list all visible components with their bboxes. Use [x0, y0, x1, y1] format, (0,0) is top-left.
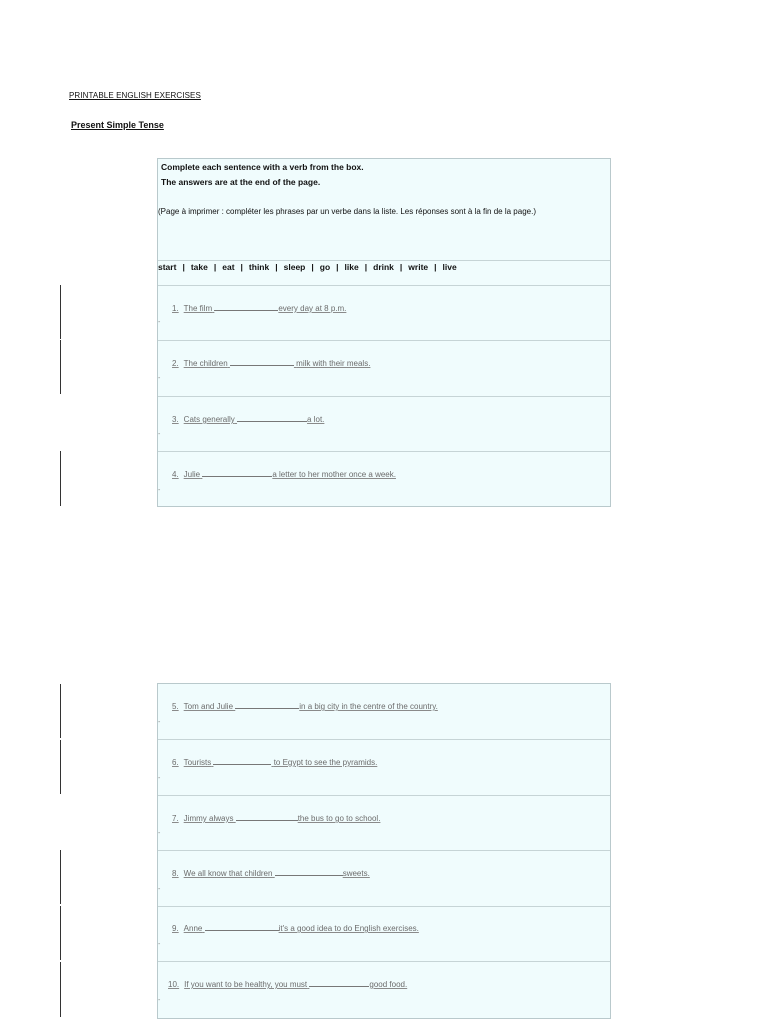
verb: eat	[222, 262, 235, 272]
section-title: Present Simple Tense	[71, 120, 164, 130]
verb: live	[442, 262, 457, 272]
divider	[158, 739, 610, 740]
verb: start	[158, 262, 177, 272]
margin-bar	[60, 451, 61, 506]
divider	[158, 961, 610, 962]
instruction-line-2: The answers are at the end of the page.	[161, 177, 321, 187]
french-note: (Page à imprimer : compléter les phrases par un verbe dans la liste. Les réponses sont à la fin de la page.)	[158, 207, 536, 216]
margin-bar	[60, 850, 61, 904]
answer-blank[interactable]	[230, 357, 294, 366]
answer-blank[interactable]	[213, 756, 271, 765]
divider	[158, 260, 610, 261]
question-8: 8. We all know that children sweets.	[172, 869, 370, 878]
divider	[158, 285, 610, 286]
divider	[158, 906, 610, 907]
answer-blank[interactable]	[237, 413, 307, 422]
margin-bar	[60, 285, 61, 339]
verb: think	[248, 262, 270, 272]
question-5: 5. Tom and Julie in a big city in the centre of the country.	[172, 702, 438, 711]
divider	[158, 396, 610, 397]
exercise-box-1: Complete each sentence with a verb from the box. The answers are at the end of the page. (Page à imprimer : compléter les phrases par un verbe dans la liste. Les réponses sont à la fin de la page.) start | take | eat | think | sleep | go | like | drink | write | live 1. The film every day at 8 p.m. - 2. The children milk with their meals. - 3. Cats generally a lot. - 4. Julie a letter to her mother once a week. -	[157, 158, 611, 507]
verb: like	[344, 262, 359, 272]
divider	[158, 850, 610, 851]
margin-bar	[60, 906, 61, 960]
margin-bar	[60, 684, 61, 738]
answer-blank[interactable]	[309, 978, 369, 987]
question-9: 9. Anne it's a good idea to do English exercises.	[172, 924, 419, 933]
question-7: 7. Jimmy always the bus to go to school.	[172, 814, 381, 823]
exercise-box-2: 5. Tom and Julie in a big city in the centre of the country. - 6. Tourists to Egypt to see the pyramids. - 7. Jimmy always the bus to go to school. - 8. We all know that children sweets. - 9. Anne it's a good idea to do English exercises. - 10. If you want to be healthy, you must good food. -	[157, 683, 611, 1019]
margin-bar	[60, 740, 61, 794]
instruction-line-1: Complete each sentence with a verb from the box.	[161, 162, 364, 172]
verb: take	[190, 262, 208, 272]
verb: go	[319, 262, 331, 272]
question-1: 1. The film every day at 8 p.m.	[172, 304, 347, 313]
question-10: 10. If you want to be healthy, you must good food.	[168, 980, 408, 989]
document-title: PRINTABLE ENGLISH EXERCISES	[69, 91, 201, 100]
question-4: 4. Julie a letter to her mother once a week.	[172, 470, 396, 479]
verb-box: start | take | eat | think | sleep | go | like | drink | write | live	[158, 262, 457, 272]
answer-blank[interactable]	[214, 302, 278, 311]
question-3: 3. Cats generally a lot.	[172, 415, 325, 424]
question-6: 6. Tourists to Egypt to see the pyramids.	[172, 758, 378, 767]
question-2: 2. The children milk with their meals.	[172, 359, 371, 368]
margin-bar	[60, 340, 61, 394]
verb: sleep	[283, 262, 306, 272]
divider	[158, 340, 610, 341]
answer-blank[interactable]	[275, 867, 343, 876]
divider	[158, 451, 610, 452]
divider	[158, 795, 610, 796]
answer-blank[interactable]	[235, 700, 299, 709]
verb: write	[408, 262, 429, 272]
answer-blank[interactable]	[205, 922, 279, 931]
margin-bar	[60, 962, 61, 1017]
answer-blank[interactable]	[202, 468, 272, 477]
verb: drink	[373, 262, 394, 272]
answer-blank[interactable]	[236, 812, 298, 821]
